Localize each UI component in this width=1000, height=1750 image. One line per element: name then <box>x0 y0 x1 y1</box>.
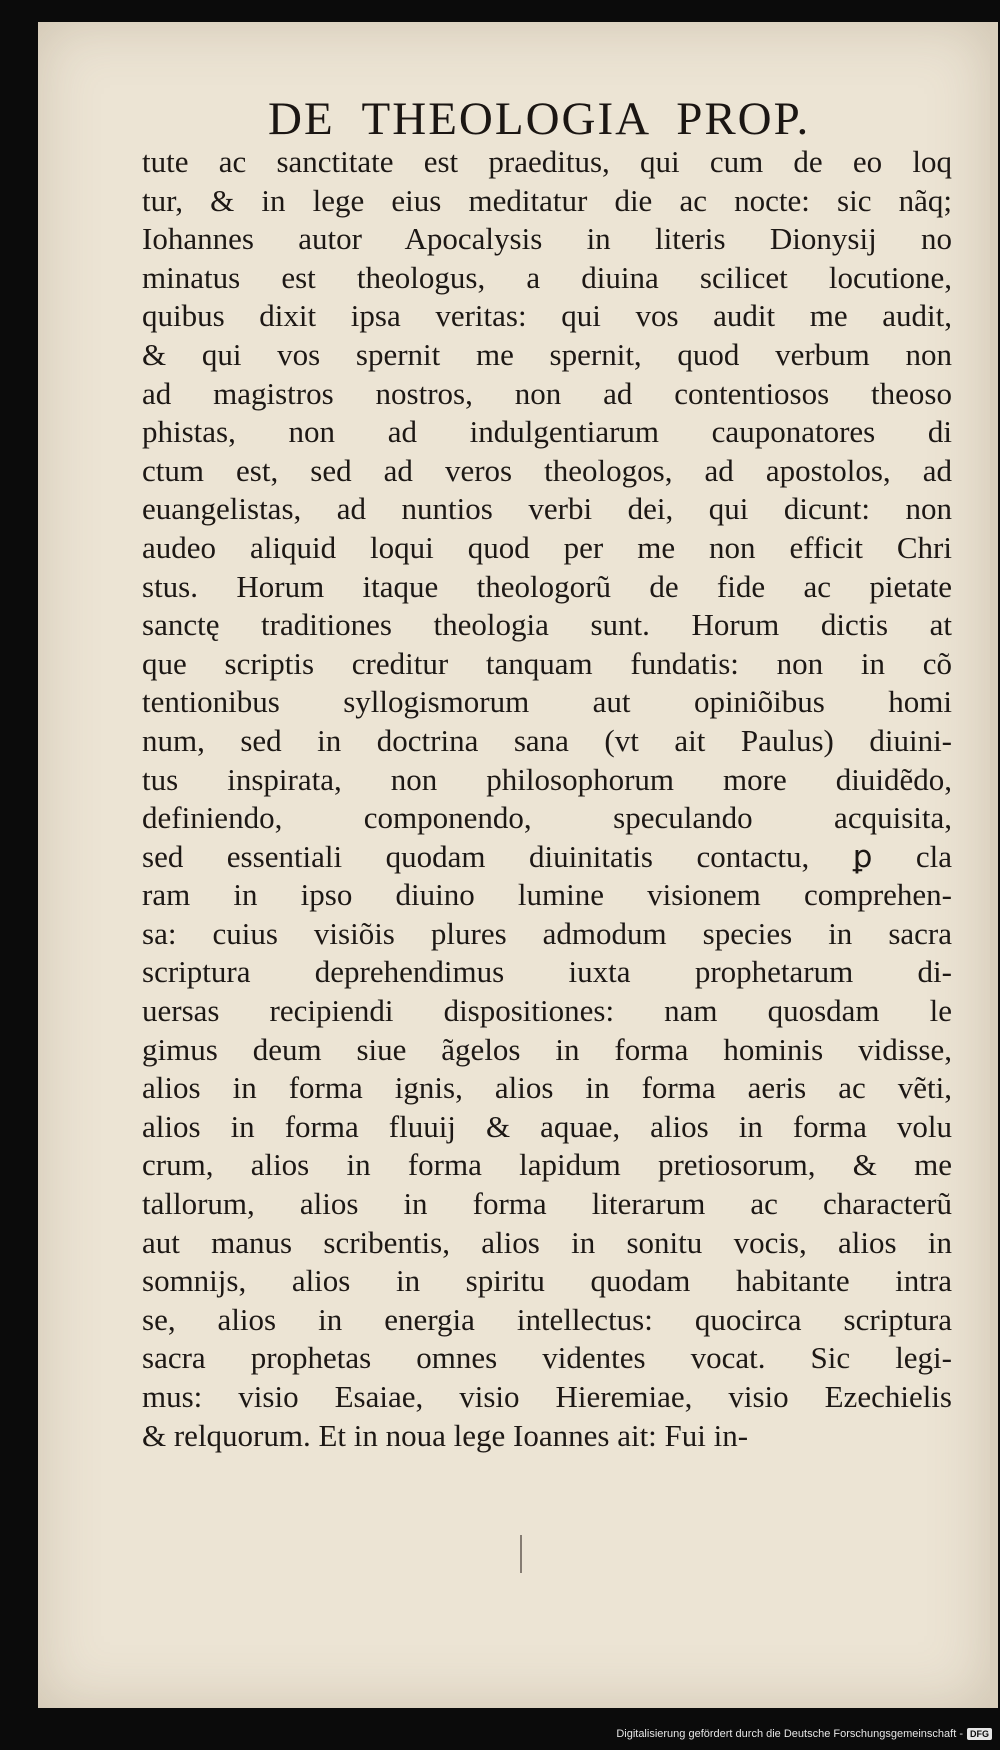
text-line: sa: cuius visiõis plures admodum species in sacra <box>142 915 952 951</box>
dfg-logo: DFG <box>967 1728 992 1740</box>
text-line: uersas recipiendi dispositiones: nam quosdam le <box>142 993 952 1029</box>
text-line: somnijs, alios in spiritu quodam habitante intra <box>142 1263 952 1299</box>
text-line: tute ac sanctitate est praeditus, qui cum de eo loq <box>142 144 952 179</box>
ink-mark <box>520 1535 522 1573</box>
text-line: alios in forma fluuij & aquae, alios in forma volu <box>142 1108 952 1144</box>
text-line: euangelistas, ad nuntios verbi dei, qui dicunt: non <box>142 491 952 527</box>
text-line: mus: visio Esaiae, visio Hieremiae, visio Ezechielis <box>142 1379 952 1414</box>
text-line: scriptura deprehendimus iuxta prophetarum di- <box>142 954 952 990</box>
text-line: tallorum, alios in forma literarum ac characterũ <box>142 1186 952 1222</box>
text-line: ram in ipso diuino lumine visionem comprehen- <box>142 877 952 913</box>
text-line: audeo aliquid loqui quod per me non efficit Chri <box>142 529 952 565</box>
credit-text: Digitalisierung gefördert durch die Deutsche Forschungsgemeinschaft - <box>616 1728 963 1740</box>
text-line: aut manus scribentis, alios in sonitu vocis, alios in <box>142 1224 952 1260</box>
text-line: minatus est theologus, a diuina scilicet locutione, <box>142 259 952 295</box>
text-line: alios in forma ignis, alios in forma aeris ac vẽti, <box>142 1070 952 1106</box>
text-line: sanctę traditiones theologia sunt. Horum dictis at <box>142 607 952 643</box>
text-line: stus. Horum itaque theologorũ de fide ac pietate <box>142 568 952 604</box>
digitization-credit <box>616 1728 992 1740</box>
text-line: definiendo, componendo, speculando acquisita, <box>142 800 952 836</box>
text-line: gimus deum siue ãgelos in forma hominis vidisse, <box>142 1031 952 1067</box>
text-block <box>142 143 952 1455</box>
text-line: que scriptis creditur tanquam fundatis: non in cõ <box>142 645 952 681</box>
text-line: num, sed in doctrina sana (vt ait Paulus) diuini- <box>142 722 952 758</box>
text-line: tentionibus syllogismorum aut opiniõibus homi <box>142 684 952 720</box>
text-line: phistas, non ad indulgentiarum cauponatores di <box>142 414 952 450</box>
text-line: tus inspirata, non philosophorum more diuidẽdo, <box>142 761 952 797</box>
text-line: quibus dixit ipsa veritas: qui vos audit me audit, <box>142 298 952 334</box>
text-line: & qui vos spernit me spernit, quod verbum non <box>142 336 952 372</box>
text-line: sacra prophetas omnes videntes vocat. Sic legi- <box>142 1340 952 1376</box>
text-line: ctum est, sed ad veros theologos, ad apostolos, ad <box>142 452 952 488</box>
text-line: tur, & in lege eius meditatur die ac nocte: sic nãq; <box>142 182 952 218</box>
text-line: & relquorum. Et in noua lege Ioannes ait: Fui in- <box>142 1417 749 1453</box>
text-line: sed essentiali quodam diuinitatis contactu, ꝑ cla <box>142 838 952 874</box>
text-line: Iohannes autor Apocalysis in literis Dionysij no <box>142 221 952 257</box>
running-head: DE THEOLOGIA PROP. <box>268 93 811 145</box>
text-line: ad magistros nostros, non ad contentiosos theoso <box>142 375 952 411</box>
text-line: crum, alios in forma lapidum pretiosorum, & me <box>142 1147 952 1183</box>
text-line: se, alios in energia intellectus: quocirca scriptura <box>142 1301 952 1337</box>
